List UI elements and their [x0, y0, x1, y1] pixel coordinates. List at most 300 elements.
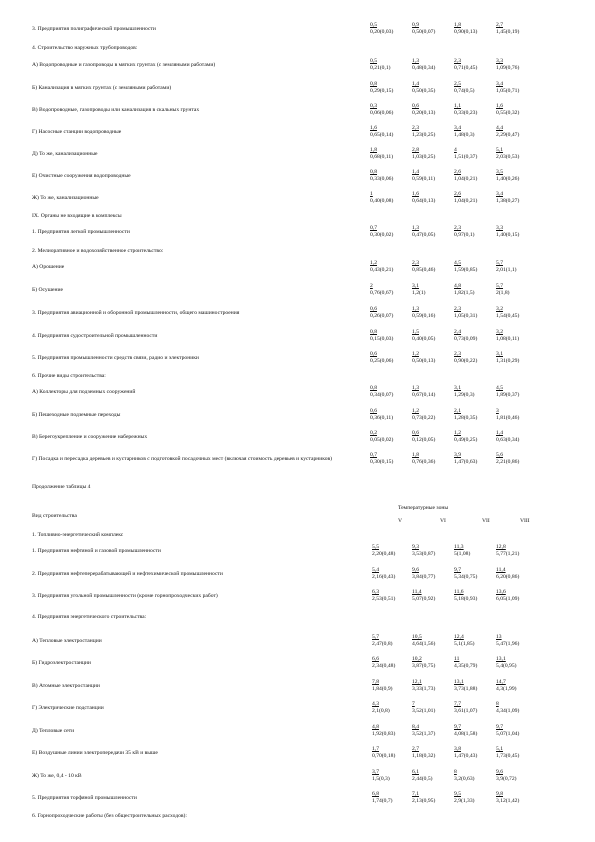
value-denominator: 1,29(0,3): [454, 392, 475, 399]
value-denominator: 2,34(0,48): [372, 663, 396, 670]
value-numerator: 1,8: [412, 452, 419, 458]
value-cell: [454, 679, 494, 694]
value-cell: [454, 589, 494, 604]
value-denominator: 0,34(0,07): [370, 392, 394, 399]
value-denominator: 2,21(0,86): [496, 459, 520, 466]
value-cell: [496, 724, 536, 739]
value-denominator: 0,50(0,13): [412, 358, 436, 365]
value-numerator: 0,6: [412, 103, 419, 109]
table-row: [0, 125, 595, 147]
value-denominator: 6,20(0,86): [496, 574, 520, 581]
value-cell: [454, 408, 494, 423]
value-numerator: 11,3: [454, 544, 464, 550]
value-numerator: 1,8: [370, 147, 377, 153]
value-numerator: 3,1: [454, 385, 461, 391]
value-numerator: 4,5: [496, 385, 503, 391]
value-numerator: 1,3: [412, 58, 419, 64]
value-numerator: 2,6: [454, 191, 461, 197]
value-denominator: 3,53(0,87): [412, 551, 436, 558]
column-header: Вид строительства: [32, 513, 77, 519]
value-denominator: 1,31(0,29): [496, 358, 520, 365]
value-denominator: 0,20(0,13): [412, 110, 436, 117]
value-numerator: 1: [370, 191, 373, 197]
value-cell: [496, 81, 536, 96]
table-row: [0, 634, 595, 656]
value-numerator: 10,2: [412, 656, 422, 662]
value-denominator: 5,1(1,85): [454, 641, 475, 648]
value-numerator: 3,4: [454, 125, 461, 131]
value-denominator: 0,12(0,05): [412, 437, 436, 444]
table-row: [0, 103, 595, 125]
value-denominator: 0,59(0,16): [412, 313, 436, 320]
value-cell: [454, 351, 494, 366]
value-denominator: 0,29(0,15): [370, 88, 394, 95]
value-numerator: 2,3: [412, 260, 419, 266]
value-cell: [496, 701, 536, 716]
value-cell: [496, 283, 536, 298]
value-denominator: 1,04(0,21): [454, 198, 478, 205]
value-numerator: 5,7: [496, 260, 503, 266]
value-cell: [412, 634, 452, 649]
value-denominator: 2,9(1,33): [454, 798, 475, 805]
value-denominator: 4,08(1,58): [454, 731, 478, 738]
value-numerator: 4: [454, 147, 457, 153]
value-denominator: 3,12(1,42): [496, 798, 520, 805]
value-numerator: 11,4: [496, 567, 506, 573]
row-label: 4. Предприятия энергетического строительства:: [32, 614, 147, 620]
value-cell: [496, 679, 536, 694]
value-denominator: 0,25(0,06): [370, 358, 394, 365]
value-cell: [496, 329, 536, 344]
value-denominator: 1,73(0,45): [496, 753, 520, 760]
value-numerator: 3,3: [496, 225, 503, 231]
value-denominator: 6,05(1,09): [496, 596, 520, 603]
value-numerator: 14,7: [496, 679, 506, 685]
value-denominator: 0,15(0,03): [370, 336, 394, 343]
value-numerator: 4,3: [372, 701, 379, 707]
table-row: [0, 408, 595, 430]
value-denominator: 4,34(1,09): [496, 708, 520, 715]
table-row: [0, 58, 595, 80]
value-denominator: 0,50(0,35): [412, 88, 436, 95]
row-label: 2. Мелиоративное и водохозяйственное строительство:: [32, 248, 164, 254]
value-numerator: 1,7: [372, 746, 379, 752]
value-denominator: 1,59(0,85): [454, 267, 478, 274]
value-cell: [454, 22, 494, 37]
value-denominator: 0,65(0,14): [370, 132, 394, 139]
value-denominator: 0,21(0,1): [370, 65, 391, 72]
row-label: Б) Пешеходные подземные переходы: [32, 412, 121, 418]
value-denominator: 1,74(0,7): [372, 798, 393, 805]
table-row: [0, 589, 595, 611]
value-numerator: 3,1: [496, 351, 503, 357]
value-denominator: 1,40(0,26): [496, 176, 520, 183]
value-numerator: 8: [496, 701, 499, 707]
value-denominator: 0,63(0,34): [496, 437, 520, 444]
value-denominator: 2,13(0,95): [412, 798, 436, 805]
table-row: [0, 22, 595, 44]
value-cell: [496, 169, 536, 184]
value-numerator: 0,6: [370, 306, 377, 312]
value-denominator: 1,81(0,46): [496, 415, 520, 422]
value-cell: [496, 306, 536, 321]
value-cell: [454, 103, 494, 118]
value-cell: [372, 679, 412, 694]
value-denominator: 0,68(0,11): [370, 154, 394, 161]
value-denominator: 3,2(0,63): [454, 776, 475, 783]
value-cell: [412, 701, 452, 716]
table-row: [0, 614, 595, 636]
value-cell: [372, 769, 412, 784]
value-numerator: 1,3: [412, 225, 419, 231]
row-label: 1. Предприятия нефтяной и газовой промышленности: [32, 548, 161, 554]
row-label: 3. Предприятия полиграфической промышленности: [32, 26, 156, 32]
row-label: Е) Очистные сооружения водопроводные: [32, 173, 131, 179]
table-row: [0, 679, 595, 701]
value-cell: [496, 408, 536, 423]
value-denominator: 1,28(0,35): [454, 415, 478, 422]
value-numerator: 7,1: [412, 791, 419, 797]
table-row: [0, 746, 595, 768]
value-denominator: 0,30(0,02): [370, 232, 394, 239]
value-denominator: 1,47(0,63): [454, 459, 478, 466]
value-numerator: 0,8: [370, 385, 377, 391]
value-numerator: 13,1: [496, 656, 506, 662]
value-cell: [370, 225, 410, 240]
value-denominator: 3,61(1,07): [454, 708, 478, 715]
value-denominator: 1,18(0,32): [412, 753, 436, 760]
value-denominator: 5,47(1,96): [496, 641, 520, 648]
value-cell: [496, 125, 536, 140]
value-cell: [454, 329, 494, 344]
value-numerator: 1,4: [412, 169, 419, 175]
value-numerator: 0,6: [370, 351, 377, 357]
value-cell: [372, 791, 412, 806]
value-denominator: 1,51(0,37): [454, 154, 478, 161]
value-cell: [454, 567, 494, 582]
value-denominator: 0,76(0,67): [370, 290, 394, 297]
value-denominator: 5,34(0,75): [454, 574, 478, 581]
value-numerator: 2,7: [412, 746, 419, 752]
value-numerator: 5,7: [372, 634, 379, 640]
row-label: 4. Строительство наружных трубопроводов:: [32, 45, 138, 51]
value-denominator: 1,40(0,15): [496, 232, 520, 239]
value-denominator: 1,82(1,5): [454, 290, 475, 297]
value-cell: [496, 351, 536, 366]
value-denominator: 0,85(0,46): [412, 267, 436, 274]
value-numerator: 0,3: [370, 103, 377, 109]
value-numerator: 6,3: [372, 589, 379, 595]
value-numerator: 1,6: [412, 191, 419, 197]
value-numerator: 1,2: [370, 260, 377, 266]
value-cell: [496, 103, 536, 118]
value-denominator: 1,48(0,3): [454, 132, 475, 139]
value-denominator: 0,36(0,11): [370, 415, 394, 422]
row-label: IX. Органы не входящие в комплексы: [32, 213, 122, 219]
value-cell: [412, 329, 452, 344]
row-label: Д) То же, канализационные: [32, 151, 98, 157]
value-numerator: 7: [412, 701, 415, 707]
value-numerator: 9,7: [454, 567, 461, 573]
row-label: А) Коллекторы для подземных сооружений: [32, 389, 136, 395]
value-denominator: 1,47(0,43): [454, 753, 478, 760]
row-label: 4. Предприятия судостроительной промышленности: [32, 333, 158, 339]
value-numerator: 2: [370, 283, 373, 289]
value-cell: [454, 147, 494, 162]
value-cell: [370, 22, 410, 37]
value-cell: [412, 81, 452, 96]
row-label: 1. Предприятия легкой промышленности: [32, 229, 130, 235]
value-denominator: 0,49(0,25): [454, 437, 478, 444]
value-denominator: 1,54(0,45): [496, 313, 520, 320]
value-denominator: 1,04(0,21): [454, 176, 478, 183]
value-numerator: 3,8: [454, 746, 461, 752]
value-numerator: 11: [454, 656, 460, 662]
value-cell: [496, 385, 536, 400]
value-numerator: 13: [496, 634, 502, 640]
value-numerator: 7,8: [372, 679, 379, 685]
value-cell: [372, 589, 412, 604]
value-cell: [454, 58, 494, 73]
value-denominator: 2,44(0,5): [412, 776, 433, 783]
value-denominator: 5,07(1,04): [496, 731, 520, 738]
value-denominator: 1,89(0,37): [496, 392, 520, 399]
value-denominator: 3,73(1,88): [454, 686, 478, 693]
value-denominator: 0,50(0,07): [412, 29, 436, 36]
table-row: [0, 656, 595, 678]
value-cell: [454, 724, 494, 739]
value-cell: [370, 385, 410, 400]
value-denominator: 3,52(1,01): [412, 708, 436, 715]
value-denominator: 2,03(0,53): [496, 154, 520, 161]
value-numerator: 2,3: [454, 351, 461, 357]
value-numerator: 1,1: [454, 103, 461, 109]
value-cell: [412, 58, 452, 73]
value-numerator: 4,8: [372, 724, 379, 730]
table-row: [0, 769, 595, 791]
value-numerator: 0,5: [370, 58, 377, 64]
value-numerator: 1,4: [496, 430, 503, 436]
value-numerator: 6,8: [372, 791, 379, 797]
value-cell: [454, 769, 494, 784]
value-cell: [496, 58, 536, 73]
value-cell: [372, 634, 412, 649]
value-cell: [454, 791, 494, 806]
value-cell: [412, 430, 452, 445]
value-denominator: 1,23(0,25): [412, 132, 436, 139]
value-numerator: 11,4: [412, 589, 422, 595]
value-cell: [454, 634, 494, 649]
value-numerator: 3,1: [412, 283, 419, 289]
value-numerator: 1,2: [454, 430, 461, 436]
value-denominator: 0,30(0,15): [370, 459, 394, 466]
value-denominator: 3,33(1,73): [412, 686, 436, 693]
value-denominator: 0,40(0,08): [370, 198, 394, 205]
value-denominator: 4,64(1,56): [412, 641, 436, 648]
row-label: Б) Канализация в мягких грунтах (с земляными работами): [32, 85, 172, 91]
value-numerator: 1,3: [412, 306, 419, 312]
row-label: 3. Предприятия авиационной и оборонной промышленности, общего машиностроения: [32, 310, 240, 316]
table-row: [0, 225, 595, 247]
value-numerator: 5,1: [496, 746, 503, 752]
value-numerator: 3,5: [496, 169, 503, 175]
value-cell: [496, 22, 536, 37]
value-denominator: 3,87(0,75): [412, 663, 436, 670]
value-numerator: 12,8: [496, 544, 506, 550]
table-row: [0, 791, 595, 813]
continuation-title: Продолжение таблицы 4: [32, 484, 91, 490]
value-cell: [454, 125, 494, 140]
value-cell: [412, 169, 452, 184]
value-cell: [412, 283, 452, 298]
value-cell: [454, 701, 494, 716]
value-numerator: 3,3: [496, 58, 503, 64]
value-cell: [370, 81, 410, 96]
value-cell: [412, 306, 452, 321]
value-cell: [412, 22, 452, 37]
value-cell: [454, 191, 494, 206]
value-denominator: 0,55(0,32): [496, 110, 520, 117]
value-denominator: 0,64(0,13): [412, 198, 436, 205]
value-numerator: 0,8: [370, 169, 377, 175]
zone-header: VI: [440, 518, 446, 524]
value-numerator: 3: [496, 408, 499, 414]
value-cell: [454, 430, 494, 445]
row-label: Д) Тепловые сети: [32, 728, 75, 734]
value-denominator: 1,38(0,27): [496, 198, 520, 205]
table-row: [0, 452, 595, 474]
zone-header: VII: [482, 518, 490, 524]
row-label: 6. Прочие виды строительства:: [32, 373, 106, 379]
value-cell: [412, 408, 452, 423]
value-numerator: 1,3: [412, 385, 419, 391]
value-cell: [454, 260, 494, 275]
value-cell: [454, 544, 494, 559]
row-label: А) Водопроводные и газопроводы в мягких грунтах (с земляными работами): [32, 62, 216, 68]
table-row: [0, 813, 595, 835]
value-numerator: 9,7: [454, 724, 461, 730]
value-numerator: 2,5: [454, 81, 461, 87]
value-numerator: 2,4: [454, 329, 461, 335]
value-cell: [412, 191, 452, 206]
value-cell: [412, 103, 452, 118]
table-row: [0, 351, 595, 373]
value-cell: [496, 567, 536, 582]
value-cell: [370, 125, 410, 140]
table-row: [0, 81, 595, 103]
row-label: Г) Насосные станции водопроводные: [32, 129, 122, 135]
row-label: 1. Топливно-энергетический комплекс: [32, 532, 124, 538]
table-row: [0, 260, 595, 282]
value-denominator: 0,05(0,02): [370, 437, 394, 444]
value-numerator: 1,6: [496, 103, 503, 109]
value-numerator: 0,9: [412, 22, 419, 28]
value-numerator: 3,7: [372, 769, 379, 775]
value-numerator: 0,8: [370, 329, 377, 335]
value-numerator: 2,3: [454, 306, 461, 312]
value-cell: [370, 103, 410, 118]
value-cell: [412, 724, 452, 739]
value-numerator: 2,1: [454, 408, 461, 414]
table-row: [0, 430, 595, 452]
value-denominator: 2,16(0,43): [372, 574, 396, 581]
value-numerator: 1,2: [412, 408, 419, 414]
value-numerator: 10,5: [412, 634, 422, 640]
value-numerator: 9,7: [496, 724, 503, 730]
value-cell: [370, 408, 410, 423]
table-row: [0, 169, 595, 191]
value-denominator: 2,1(0,8): [372, 708, 390, 715]
value-denominator: 4,35(0,79): [454, 663, 478, 670]
value-cell: [370, 351, 410, 366]
value-cell: [454, 169, 494, 184]
value-denominator: 2,29(0,47): [496, 132, 520, 139]
table-row: [0, 283, 595, 305]
value-cell: [372, 701, 412, 716]
value-numerator: 13,1: [454, 679, 464, 685]
table-row: [0, 306, 595, 328]
value-numerator: 3,2: [496, 329, 503, 335]
value-numerator: 3,9: [454, 452, 461, 458]
zone-header: V: [398, 518, 403, 524]
value-numerator: 2,8: [412, 147, 419, 153]
value-numerator: 4,4: [496, 125, 503, 131]
row-label: Ж) То же, 0,4 - 10 кВ: [32, 773, 82, 779]
value-cell: [496, 544, 536, 559]
value-numerator: 2,7: [496, 22, 503, 28]
row-label: 5. Предприятия промышленности средств связи, радио и электроники: [32, 355, 199, 361]
value-cell: [370, 169, 410, 184]
value-cell: [412, 452, 452, 467]
value-denominator: 3,84(0,77): [412, 574, 436, 581]
table-row: [0, 191, 595, 213]
table-row: [0, 147, 595, 169]
value-cell: [370, 147, 410, 162]
value-cell: [370, 329, 410, 344]
value-cell: [496, 430, 536, 445]
row-label: Г) Посадка и пересадка деревьев и кустарников с подготовкой посадочных мест (включая стоимость деревьев и кустарников): [32, 456, 332, 462]
value-denominator: 1,5(0,3): [372, 776, 390, 783]
value-denominator: 0,06(0,06): [370, 110, 394, 117]
value-denominator: 0,97(0,1): [454, 232, 475, 239]
value-denominator: 1,2(1): [412, 290, 426, 297]
value-cell: [370, 191, 410, 206]
value-cell: [412, 679, 452, 694]
table-row: [0, 385, 595, 407]
value-numerator: 4,5: [454, 260, 461, 266]
value-denominator: 5,18(0,93): [454, 596, 478, 603]
value-cell: [454, 81, 494, 96]
value-numerator: 8: [454, 769, 457, 775]
value-cell: [496, 452, 536, 467]
value-denominator: 0,40(0,05): [412, 336, 436, 343]
value-cell: [372, 656, 412, 671]
row-label: Е) Воздушные линии электропередачи 35 кВ и выше: [32, 750, 158, 756]
value-denominator: 0,73(0,22): [412, 415, 436, 422]
value-cell: [496, 260, 536, 275]
value-cell: [412, 544, 452, 559]
row-label: Г) Электрические подстанции: [32, 705, 104, 711]
value-numerator: 0,5: [370, 22, 377, 28]
value-cell: [454, 385, 494, 400]
value-denominator: 2,20(0,48): [372, 551, 396, 558]
value-denominator: 5,4(0,95): [496, 663, 517, 670]
value-denominator: 0,26(0,07): [370, 313, 394, 320]
value-cell: [370, 306, 410, 321]
value-cell: [496, 656, 536, 671]
value-numerator: 0,7: [370, 452, 377, 458]
value-numerator: 6,6: [372, 656, 379, 662]
